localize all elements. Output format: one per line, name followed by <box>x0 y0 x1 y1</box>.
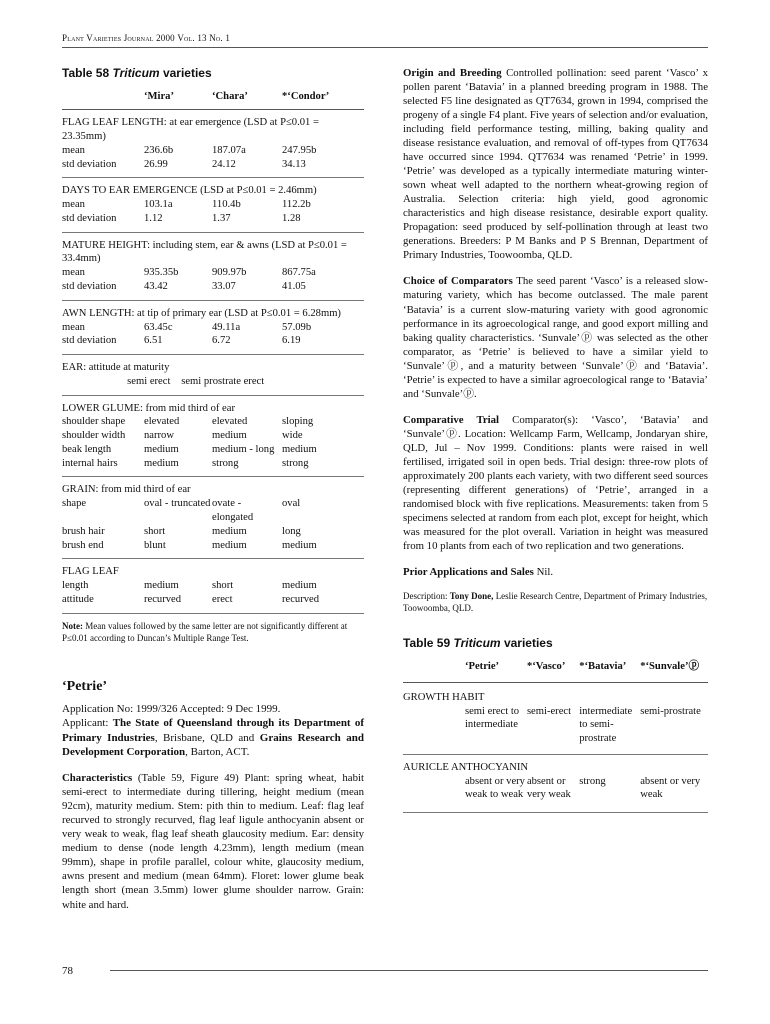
table58-row <box>62 497 364 525</box>
table58-section <box>62 184 364 225</box>
characteristics: Characteristics (Table 59, Figure 49) Plant: spring wheat, habit semi-erect to intermediate during tillering, height medium (mean 92cm), maturity medium. Stem: pith thin to medium. Leaf: flag leaf recurved to strongly recurved, flag leaf ligule anthocyanin absent or very weak to weak, flag leaf sheath glaucosity medium. Ear: density medium to dense (node length 4.23mm), length medium (mean 99mm), shape in profile parallel, colour white, glaucosity medium, awns present and medium (mean 64mm). Floret: lower glume beak length short (mean 3.5mm) lower glume shoulder narrow. Grain: white and hard. <box>62 772 364 911</box>
table58-cell: shoulder shape <box>62 416 126 428</box>
table58-row <box>62 593 364 607</box>
table58-cell: strong <box>282 457 309 469</box>
table58-cell: std deviation <box>62 335 117 347</box>
table58-cell: medium <box>144 580 179 592</box>
table58-section <box>62 402 364 471</box>
table58-cell: 935.35b <box>144 267 179 279</box>
choice-of-comparators: Choice of Comparators The seed parent ‘Vasco’ is a released slow-maturing variety, which has become outclassed. The male parent ‘Batavia’ is a current slow-maturing variety with good agronomic performance in its agroecological range, and good export milling and baking quality characteristics. ‘Sunvale’ⓟ was selected as the other comparator, as ‘Petrie’ is believed to have a similar yield to ‘Sunvale’ⓟ, and a maturity between ‘Sunvale’ⓟ and ‘Batavia’. ‘Petrie’ is expected to have a similar agroecological range to ‘Batavia’ and ‘Sunvale’ⓟ. <box>403 275 709 400</box>
table58-col-3: *‘Condor’ <box>282 90 330 102</box>
table58-cell: strong <box>212 457 239 469</box>
table59-header <box>403 658 708 683</box>
table58-cell: semi erect <box>127 375 171 387</box>
table58-cell: length <box>62 580 89 592</box>
table58-cell: 1.12 <box>144 212 163 224</box>
table58-cell: recurved <box>282 593 320 605</box>
table58-cell: 867.75a <box>282 267 316 279</box>
table58-cell: long <box>282 525 301 537</box>
table58-row <box>62 321 364 335</box>
table58-number: Table 58 <box>62 66 110 80</box>
table59-col-3: *‘Batavia’ <box>579 661 627 673</box>
table59-col-4: *‘Sunvale’ⓟ <box>640 661 700 673</box>
table59-title: Table 59 Triticum varieties <box>403 636 553 651</box>
description-credit: Description: Tony Done, Leslie Research Centre, Department of Primary Industries, Toowoomba, QLD. <box>403 591 708 613</box>
table58-title <box>62 66 364 82</box>
table58-cell: std deviation <box>62 281 117 293</box>
table58-cell: attitude <box>62 593 94 605</box>
table58-header <box>62 88 364 111</box>
table58-cell: 247.95b <box>282 144 317 156</box>
table58-cell: 1.28 <box>282 212 301 224</box>
table58-cell: short <box>144 525 166 537</box>
table58-section-heading: FLAG LEAF LENGTH: at ear emergence (LSD at P≤0.01 = 23.35mm) <box>62 117 319 143</box>
table58-section-heading: LOWER GLUME: from mid third of ear <box>62 402 235 414</box>
footer-rule <box>110 970 708 971</box>
table58-cell: 49.11a <box>212 321 241 333</box>
table58-note: Note: Mean values followed by the same letter are not significantly different at P≤0.01 according to Duncan’s Multiple Range Test. <box>62 620 348 643</box>
table58-row <box>62 266 364 280</box>
table58-cell: shoulder width <box>62 430 126 442</box>
table58-cell: oval - truncated <box>144 498 211 510</box>
table58-row <box>62 415 364 429</box>
table58-cell: 187.07a <box>212 144 246 156</box>
table58-cell: 112.2b <box>282 199 311 211</box>
application-number: Application No: 1999/326 Accepted: 9 Dec 1999. <box>62 703 281 716</box>
table59-row <box>403 775 708 803</box>
table58-cell: mean <box>62 267 85 279</box>
table58-cell: std deviation <box>62 158 117 170</box>
table58-cell: oval <box>282 498 301 510</box>
table58-cell: medium <box>282 539 317 551</box>
table58-cell: medium - long <box>212 443 275 455</box>
table58-cell: 103.1a <box>144 199 173 211</box>
table58-row <box>62 457 364 471</box>
table58-cell: 57.09b <box>282 321 312 333</box>
table58-cell: sloping <box>282 416 314 428</box>
table58-cell: 26.99 <box>144 158 168 170</box>
table58-cell: medium <box>212 539 247 551</box>
table58-cell: 6.19 <box>282 335 301 347</box>
table58-cell: internal hairs <box>62 457 118 469</box>
variety-title: ‘Petrie’ <box>62 678 108 694</box>
table59-row <box>403 705 708 746</box>
table58-section <box>62 483 364 552</box>
table58-section <box>62 116 364 171</box>
table59-cell: intermediate to semi-prostrate <box>579 705 633 745</box>
header-rule <box>62 47 708 48</box>
table59-cell: strong <box>579 775 606 787</box>
table58-cell: 6.51 <box>144 335 163 347</box>
table58-cell: medium <box>212 430 247 442</box>
table58-row <box>62 375 364 389</box>
table58-cell: mean <box>62 144 85 156</box>
table58-cell <box>300 375 364 389</box>
table58-row <box>62 443 364 457</box>
table58-cell: medium <box>282 443 317 455</box>
running-header <box>62 33 230 45</box>
table58-cell: brush end <box>62 539 104 551</box>
journal-name: Plant Varieties Journal <box>62 33 154 43</box>
table58-section-heading: FLAG LEAF <box>62 566 119 578</box>
table58-cell: 909.97b <box>212 267 247 279</box>
page-number: 78 <box>62 965 73 977</box>
table58-col-2: ‘Chara’ <box>212 90 248 102</box>
table58-cell: mean <box>62 321 85 333</box>
table58-cell: short <box>212 580 234 592</box>
table58-cell: medium <box>144 443 179 455</box>
origin-breeding: Origin and Breeding Controlled pollination: seed parent ‘Vasco’ x pollen parent ‘Batavia’ in a planned breeding program in 1988. The selected F5 line designated as QT7634, grown in 1994, comprised the progeny of a single F4 plant. Five years of selection and/or evaluation, including field performance testing, milling, baking quality and disease resistance evaluation, and removal of off-types from QT7634 have occurred since 1994. QT7634 was renamed ‘Petrie’ in 1999. ‘Petrie’ was developed as a typically intermediate maturing winter-sown wheat well adapted to the northern wheat-growing region of Australia. Selection criteria: high yield, good agronomic characteristics and high disease resistance, desirable export quality. Propagation: seed produced by self-pollination through at least two generations. Breeders: P M Banks and P S Brennan, Department of Primary Industries, Toowoomba, QLD. <box>403 67 708 262</box>
table58-cell: recurved <box>144 593 182 605</box>
table58-cell: 41.05 <box>282 281 306 293</box>
table58-cell: 24.12 <box>212 158 236 170</box>
table58-row <box>62 579 364 593</box>
right-column <box>403 66 708 819</box>
table58-cell: elevated <box>212 416 248 428</box>
table58-genus: Triticum <box>112 66 160 80</box>
table59-col-2: *‘Vasco’ <box>526 661 566 673</box>
table59-col-1: ‘Petrie’ <box>464 661 500 673</box>
table58-section-heading: MATURE HEIGHT: including stem, ear & awns (LSD at P≤0.01 = 33.4mm) <box>62 239 347 265</box>
table58-cell: wide <box>282 430 303 442</box>
table58-cell: brush hair <box>62 525 105 537</box>
table58-cell: 43.42 <box>144 281 168 293</box>
table58-row <box>62 280 364 294</box>
table58-cell: erect <box>212 593 233 605</box>
table58-row <box>62 525 364 539</box>
table58-section <box>62 307 364 348</box>
table58-row <box>62 429 364 443</box>
table58-body <box>62 110 364 606</box>
table58-cell: 236.6b <box>144 144 174 156</box>
table58-section-heading: EAR: attitude at maturity <box>62 362 170 374</box>
table58-col-1: ‘Mira’ <box>144 90 174 102</box>
table58-cell: mean <box>62 199 85 211</box>
table58-row <box>62 212 364 226</box>
table58-suffix: varieties <box>162 66 212 80</box>
table58-cell: medium <box>144 457 179 469</box>
table58-row <box>62 158 364 172</box>
table58-cell: medium <box>212 525 247 537</box>
table58-section <box>62 361 364 389</box>
table59-cell: absent or very weak to weak <box>464 775 525 801</box>
table59-body <box>403 683 708 802</box>
table58-section <box>62 565 364 606</box>
table58-section <box>62 239 364 294</box>
table59-section-heading: AURICLE ANTHOCYANIN <box>403 761 529 773</box>
table58-cell <box>62 375 127 389</box>
table59-cell: semi erect to intermediate <box>464 705 520 731</box>
table58-cell: shape <box>62 498 87 510</box>
table58-section-heading: AWN LENGTH: at tip of primary ear (LSD at P≤0.01 = 6.28mm) <box>62 307 341 319</box>
table58-cell: semi prostrate erect <box>181 375 265 387</box>
table58-cell: 1.37 <box>212 212 231 224</box>
table59-cell: semi-prostrate <box>640 705 701 717</box>
table58-cell: 63.45c <box>144 321 173 333</box>
table58-row <box>62 539 364 553</box>
journal-number: No. 1 <box>209 33 231 43</box>
table58-cell: 33.07 <box>212 281 236 293</box>
prior-applications: Prior Applications and Sales Nil. <box>403 566 554 579</box>
table58-cell: narrow <box>144 430 175 442</box>
table58-cell: blunt <box>144 539 166 551</box>
table59-cell: absent or very weak <box>526 775 571 801</box>
table58-row <box>62 334 364 348</box>
table59-cell: absent or very weak <box>640 775 701 801</box>
table59-cell: semi-erect <box>526 705 572 717</box>
table58-cell: medium <box>282 580 317 592</box>
journal-volume: Vol. 13 <box>177 33 207 43</box>
comparative-trial: Comparative Trial Comparator(s): ‘Vasco’, ‘Batavia’ and ‘Sunvale’ⓟ. Location: Wellcamp Farm, Wellcamp, Jondaryan shire, QLD, Jul – Nov 1999. Conditions: plants were raised in well fertilised, irrigated soil in open beds. Trial design: three-row plots of approximately 200 plants each variety, with two different seed sources (representing different generations) of ‘Petrie’, arranged in a randomised block with five replications. Measurements: taken from 5 specimens selected at random from each plot, except for height, which was measured for the plot overall. Variation in height was measured from 10 plants from each of two replication and two generations. <box>403 413 709 552</box>
table58-cell: ovate - elongated <box>212 498 254 523</box>
table58-cell: elevated <box>144 416 180 428</box>
table58-section-heading: GRAIN: from mid third of ear <box>62 484 191 496</box>
table58-cell: 110.4b <box>212 199 241 211</box>
table58-cell: 6.72 <box>212 335 231 347</box>
table58-row <box>62 144 364 158</box>
table58-row <box>62 198 364 212</box>
left-column <box>62 66 364 924</box>
journal-year: 2000 <box>156 33 175 43</box>
table58-cell: 34.13 <box>282 158 306 170</box>
table58-cell: std deviation <box>62 212 117 224</box>
table58-cell: beak length <box>62 443 112 455</box>
table58-section-heading: DAYS TO EAR EMERGENCE (LSD at P≤0.01 = 2.46mm) <box>62 185 317 197</box>
table59-section-heading: GROWTH HABIT <box>403 691 485 703</box>
applicant: Applicant: The State of Queensland through its Department of Primary Industries, Brisbane, QLD and Grains Research and Development Corporation, Barton, ACT. <box>62 717 365 758</box>
